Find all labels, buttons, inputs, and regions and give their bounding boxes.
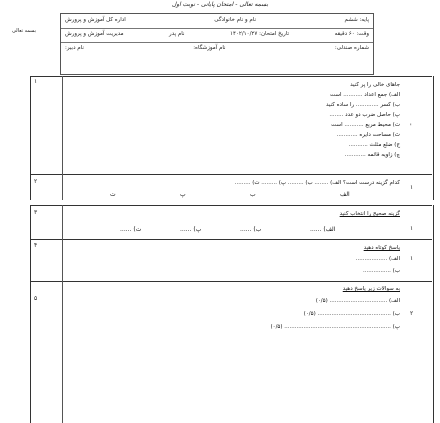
header-field: تاریخ امتحان: ۱۴۰۲/۱۰/۲۷ — [230, 31, 290, 37]
exam-header-box — [60, 13, 374, 75]
q1-line: ث) مساحت دایره ............ — [336, 132, 400, 138]
header-row-2 — [65, 32, 369, 38]
q1-line: جاهای خالی را پر کنید — [350, 82, 400, 88]
score-column-divider — [62, 205, 63, 239]
q5-line: پ) ............................................................. (۰/۵) — [270, 324, 400, 330]
q1-line: الف) جمع اعداد ........... است — [330, 92, 400, 98]
score-column-divider — [62, 174, 63, 200]
q3-title: گزینه صحیح را انتخاب کنید — [339, 211, 400, 217]
score-column-divider — [62, 239, 63, 281]
q3-choice: ت) ...... — [120, 226, 142, 233]
question-2-score: ۱ — [410, 184, 414, 191]
q1-line: چ) زاویه قائمه ............ — [344, 152, 400, 158]
question-2-box — [30, 174, 434, 200]
header-field: نام دبیر: — [65, 45, 84, 51]
header-field: مدیریت آموزش و پرورش — [65, 31, 124, 37]
q2-option: ب — [250, 191, 256, 198]
question-5-score: ۲ — [410, 310, 414, 317]
score-column-divider — [62, 76, 63, 174]
q5-line: ب) .......................................... (۰/۵) — [303, 311, 400, 317]
q3-choice: پ) ...... — [180, 226, 202, 233]
header-divider — [61, 28, 373, 29]
question-4-number: ۴ — [34, 242, 38, 249]
question-1-number: ۱ — [34, 78, 38, 85]
question-5-number: ۵ — [34, 295, 38, 302]
header-field: وقت: ۶۰ دقیقه — [334, 31, 369, 37]
header-field: نام پدر — [169, 31, 185, 37]
q2-option: ت — [110, 191, 116, 198]
header-divider — [61, 42, 373, 43]
question-3-score: ۱ — [410, 225, 414, 232]
q3-choice: ب) ...... — [240, 226, 262, 233]
q1-line: ت) محیط مربع ........... است — [331, 122, 400, 128]
q1-line: پ) حاصل ضرب دو عدد ........ — [329, 112, 400, 118]
question-3-number: ۳ — [34, 209, 38, 216]
header-field: نام آموزشگاه: — [193, 45, 226, 51]
score-column-divider — [62, 281, 63, 423]
q2-option: پ — [180, 191, 186, 198]
q1-line: ب) کسر ............. را ساده کنید — [326, 102, 400, 108]
q4-line: الف) .................. — [355, 256, 400, 262]
q5-title: به سوالات زیر پاسخ دهید — [342, 286, 400, 292]
header-field: پایه: ششم — [344, 17, 369, 23]
q1-line: ج) ضلع مثلث ........... — [348, 142, 400, 148]
header-field: نام و نام خانوادگی — [214, 17, 257, 23]
school-logo: بسمه تعالی — [12, 28, 37, 34]
q2-option: الف — [340, 191, 350, 198]
q4-line: ب) ................ — [362, 268, 400, 274]
question-4-score: ۱ — [410, 255, 414, 262]
header-field: اداره کل آموزش و پرورش — [65, 17, 126, 23]
q2-text: کدام گزینه درست است؟ الف) ........ ب) ......... پ) ......... ت) ......... — [234, 180, 400, 186]
bullet-mark: ' — [410, 123, 412, 130]
question-2-number: ۲ — [34, 178, 38, 185]
q3-choice: الف) ...... — [310, 226, 336, 233]
page-header-title: بسمه تعالی - امتحان پایانی - نوبت اول — [171, 1, 269, 8]
q4-title: پاسخ کوتاه دهید — [363, 245, 400, 251]
q5-line: الف) ................................. (۰/۵) — [315, 298, 400, 304]
header-row-1 — [65, 18, 369, 24]
header-row-3 — [65, 46, 369, 52]
header-field: شماره صندلی: — [334, 45, 369, 51]
